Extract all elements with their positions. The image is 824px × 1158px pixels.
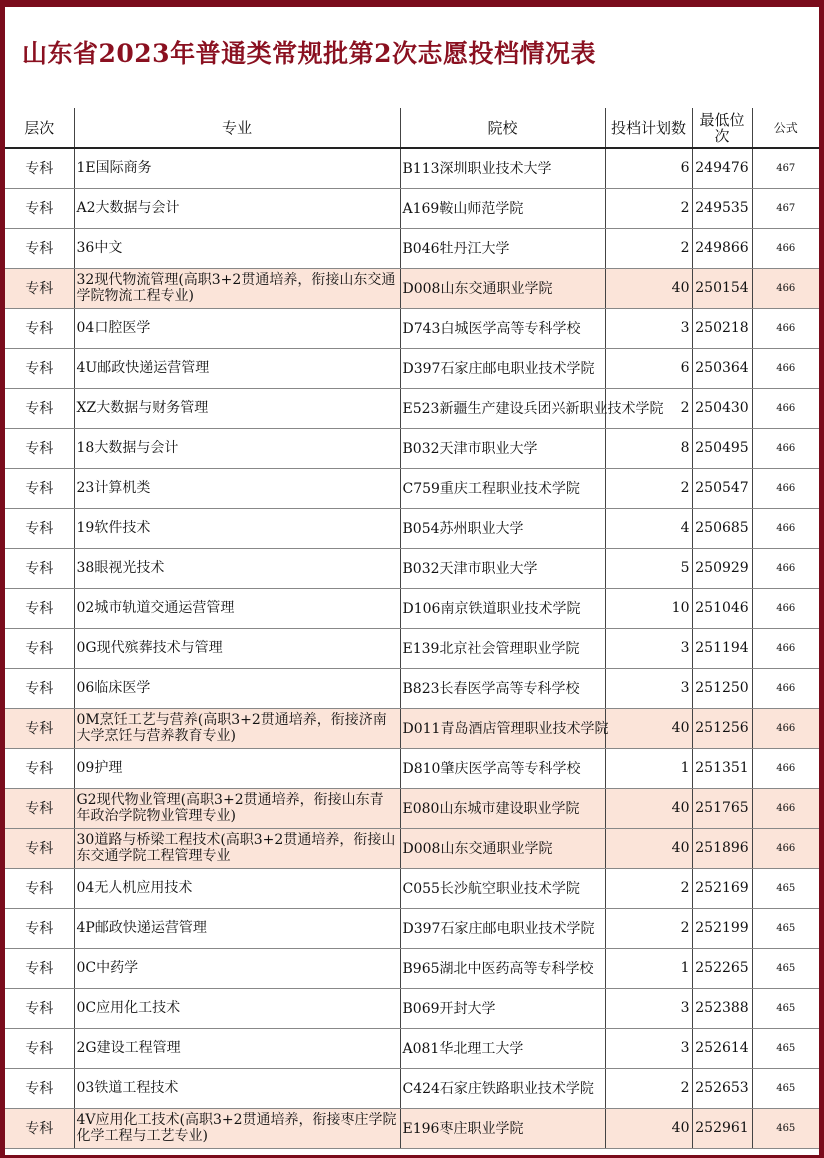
level-cell: 专科 (5, 468, 74, 508)
min-rank-cell: 252169 (692, 868, 752, 908)
school-cell: E139北京社会管理职业学院 (400, 628, 605, 668)
table-row (5, 948, 819, 988)
major-cell: 04无人机应用技术 (74, 868, 400, 908)
major-cell: 0C中药学 (74, 948, 400, 988)
formula-cell: 466 (752, 428, 819, 468)
level-cell: 专科 (5, 828, 74, 868)
school-cell: D743白城医学高等专科学校 (400, 308, 605, 348)
formula-cell: 466 (752, 828, 819, 868)
plan-cell: 8 (605, 428, 692, 468)
plan-cell: 1 (605, 948, 692, 988)
school-cell: E196枣庄职业学院 (400, 1108, 605, 1148)
major-cell: G2现代物业管理(高职3+2贯通培养，衔接山东青年政治学院物业管理专业) (74, 788, 400, 828)
school-cell: B032天津市职业大学 (400, 548, 605, 588)
table-row (5, 868, 819, 908)
major-cell: 02城市轨道交通运营管理 (74, 588, 400, 628)
formula-cell: 466 (752, 348, 819, 388)
formula-cell: 466 (752, 748, 819, 788)
school-cell: B054苏州职业大学 (400, 508, 605, 548)
level-cell: 专科 (5, 428, 74, 468)
major-cell: A2大数据与会计 (74, 188, 400, 228)
school-cell: C759重庆工程职业技术学院 (400, 468, 605, 508)
level-cell: 专科 (5, 628, 74, 668)
major-cell: 23计算机类 (74, 468, 400, 508)
school-cell: B823长春医学高等专科学校 (400, 668, 605, 708)
table-row (5, 628, 819, 668)
plan-cell: 10 (605, 588, 692, 628)
formula-cell: 466 (752, 548, 819, 588)
plan-cell: 1 (605, 748, 692, 788)
admission-table (5, 108, 819, 1149)
formula-cell: 465 (752, 948, 819, 988)
formula-cell: 466 (752, 308, 819, 348)
min-rank-cell: 252614 (692, 1028, 752, 1068)
header-school: 院校 (400, 108, 605, 148)
level-cell: 专科 (5, 148, 74, 188)
level-cell: 专科 (5, 188, 74, 228)
min-rank-cell: 250547 (692, 468, 752, 508)
table-row (5, 188, 819, 228)
table-row (5, 788, 819, 828)
plan-cell: 40 (605, 828, 692, 868)
major-cell: 04口腔医学 (74, 308, 400, 348)
table-row (5, 748, 819, 788)
school-cell: C055长沙航空职业技术学院 (400, 868, 605, 908)
plan-cell: 2 (605, 388, 692, 428)
formula-cell: 467 (752, 188, 819, 228)
table-header-row (5, 108, 819, 148)
min-rank-cell: 251194 (692, 628, 752, 668)
plan-cell: 2 (605, 228, 692, 268)
major-cell: 09护理 (74, 748, 400, 788)
formula-cell: 465 (752, 1028, 819, 1068)
header-level: 层次 (5, 108, 74, 148)
min-rank-cell: 250430 (692, 388, 752, 428)
formula-cell: 465 (752, 868, 819, 908)
table-row (5, 1068, 819, 1108)
plan-cell: 2 (605, 868, 692, 908)
table-row (5, 548, 819, 588)
table-row (5, 508, 819, 548)
min-rank-cell: 251250 (692, 668, 752, 708)
major-cell: 4P邮政快递运营管理 (74, 908, 400, 948)
min-rank-cell: 251046 (692, 588, 752, 628)
major-cell: 1E国际商务 (74, 148, 400, 188)
min-rank-cell: 252961 (692, 1108, 752, 1148)
school-cell: B032天津市职业大学 (400, 428, 605, 468)
level-cell: 专科 (5, 988, 74, 1028)
header-plan: 投档计划数 (605, 108, 692, 148)
table-row (5, 1028, 819, 1068)
plan-cell: 40 (605, 788, 692, 828)
plan-cell: 2 (605, 908, 692, 948)
school-cell: D008山东交通职业学院 (400, 268, 605, 308)
header-major: 专业 (74, 108, 400, 148)
plan-cell: 40 (605, 1108, 692, 1148)
major-cell: 4V应用化工技术(高职3+2贯通培养，衔接枣庄学院化学工程与工艺专业) (74, 1108, 400, 1148)
level-cell: 专科 (5, 348, 74, 388)
min-rank-cell: 251896 (692, 828, 752, 868)
table-row (5, 988, 819, 1028)
level-cell: 专科 (5, 748, 74, 788)
level-cell: 专科 (5, 548, 74, 588)
min-rank-cell: 251256 (692, 708, 752, 748)
level-cell: 专科 (5, 668, 74, 708)
formula-cell: 466 (752, 708, 819, 748)
school-cell: C424石家庄铁路职业技术学院 (400, 1068, 605, 1108)
formula-cell: 466 (752, 228, 819, 268)
major-cell: 03铁道工程技术 (74, 1068, 400, 1108)
major-cell: 4U邮政快递运营管理 (74, 348, 400, 388)
min-rank-cell: 249866 (692, 228, 752, 268)
plan-cell: 3 (605, 988, 692, 1028)
school-cell: D008山东交通职业学院 (400, 828, 605, 868)
min-rank-cell: 251765 (692, 788, 752, 828)
formula-cell: 466 (752, 508, 819, 548)
level-cell: 专科 (5, 308, 74, 348)
min-rank-cell: 252653 (692, 1068, 752, 1108)
formula-cell: 466 (752, 788, 819, 828)
formula-cell: 465 (752, 908, 819, 948)
plan-cell: 6 (605, 148, 692, 188)
min-rank-cell: 252265 (692, 948, 752, 988)
min-rank-cell: 252388 (692, 988, 752, 1028)
school-cell: A169鞍山师范学院 (400, 188, 605, 228)
formula-cell: 466 (752, 668, 819, 708)
plan-cell: 3 (605, 1028, 692, 1068)
major-cell: 0C应用化工技术 (74, 988, 400, 1028)
plan-cell: 2 (605, 1068, 692, 1108)
plan-cell: 3 (605, 668, 692, 708)
table-row (5, 308, 819, 348)
page-title: 山东省2023年普通类常规批第2次志愿投档情况表 (22, 39, 596, 68)
level-cell: 专科 (5, 908, 74, 948)
major-cell: 36中文 (74, 228, 400, 268)
table-row (5, 588, 819, 628)
major-cell: 19软件技术 (74, 508, 400, 548)
school-cell: B046牡丹江大学 (400, 228, 605, 268)
min-rank-cell: 250218 (692, 308, 752, 348)
formula-cell: 466 (752, 268, 819, 308)
table-row (5, 268, 819, 308)
table-row (5, 828, 819, 868)
school-cell: B113深圳职业技术大学 (400, 148, 605, 188)
table-row (5, 348, 819, 388)
table-row (5, 428, 819, 468)
school-cell: D810肇庆医学高等专科学校 (400, 748, 605, 788)
formula-cell: 466 (752, 628, 819, 668)
min-rank-cell: 249476 (692, 148, 752, 188)
major-cell: 0M烹饪工艺与营养(高职3+2贯通培养，衔接济南大学烹饪与营养教育专业) (74, 708, 400, 748)
level-cell: 专科 (5, 228, 74, 268)
plan-cell: 3 (605, 308, 692, 348)
level-cell: 专科 (5, 868, 74, 908)
level-cell: 专科 (5, 788, 74, 828)
plan-cell: 4 (605, 508, 692, 548)
min-rank-cell: 250685 (692, 508, 752, 548)
major-cell: 32现代物流管理(高职3+2贯通培养，衔接山东交通学院物流工程专业) (74, 268, 400, 308)
school-cell: D011青岛酒店管理职业技术学院 (400, 708, 605, 748)
header-min-rank: 最低位次 (692, 108, 752, 148)
formula-cell: 467 (752, 148, 819, 188)
min-rank-cell: 252199 (692, 908, 752, 948)
major-cell: 2G建设工程管理 (74, 1028, 400, 1068)
school-cell: B965湖北中医药高等专科学校 (400, 948, 605, 988)
school-cell: E080山东城市建设职业学院 (400, 788, 605, 828)
level-cell: 专科 (5, 268, 74, 308)
header-formula: 公式 (752, 108, 819, 148)
min-rank-cell: 249535 (692, 188, 752, 228)
min-rank-cell: 251351 (692, 748, 752, 788)
major-cell: 06临床医学 (74, 668, 400, 708)
level-cell: 专科 (5, 708, 74, 748)
table-row (5, 1108, 819, 1148)
level-cell: 专科 (5, 588, 74, 628)
school-cell: E523新疆生产建设兵团兴新职业技术学院 (400, 388, 605, 428)
plan-cell: 3 (605, 628, 692, 668)
min-rank-cell: 250154 (692, 268, 752, 308)
level-cell: 专科 (5, 508, 74, 548)
formula-cell: 465 (752, 1108, 819, 1148)
table-row (5, 908, 819, 948)
formula-cell: 465 (752, 988, 819, 1028)
min-rank-cell: 250495 (692, 428, 752, 468)
major-cell: XZ大数据与财务管理 (74, 388, 400, 428)
table-row (5, 468, 819, 508)
level-cell: 专科 (5, 388, 74, 428)
school-cell: D106南京铁道职业技术学院 (400, 588, 605, 628)
school-cell: D397石家庄邮电职业技术学院 (400, 348, 605, 388)
table-row (5, 388, 819, 428)
min-rank-cell: 250364 (692, 348, 752, 388)
table-row (5, 668, 819, 708)
plan-cell: 6 (605, 348, 692, 388)
major-cell: 18大数据与会计 (74, 428, 400, 468)
school-cell: B069开封大学 (400, 988, 605, 1028)
school-cell: A081华北理工大学 (400, 1028, 605, 1068)
formula-cell: 466 (752, 468, 819, 508)
plan-cell: 40 (605, 268, 692, 308)
table-row (5, 148, 819, 188)
table-row (5, 228, 819, 268)
school-cell: D397石家庄邮电职业技术学院 (400, 908, 605, 948)
table-row (5, 708, 819, 748)
level-cell: 专科 (5, 1108, 74, 1148)
major-cell: 0G现代殡葬技术与管理 (74, 628, 400, 668)
plan-cell: 2 (605, 188, 692, 228)
plan-cell: 2 (605, 468, 692, 508)
major-cell: 38眼视光技术 (74, 548, 400, 588)
level-cell: 专科 (5, 1068, 74, 1108)
formula-cell: 465 (752, 1068, 819, 1108)
min-rank-cell: 250929 (692, 548, 752, 588)
plan-cell: 5 (605, 548, 692, 588)
plan-cell: 40 (605, 708, 692, 748)
formula-cell: 466 (752, 588, 819, 628)
major-cell: 30道路与桥梁工程技术(高职3+2贯通培养，衔接山东交通学院工程管理专业 (74, 828, 400, 868)
formula-cell: 466 (752, 388, 819, 428)
level-cell: 专科 (5, 948, 74, 988)
level-cell: 专科 (5, 1028, 74, 1068)
